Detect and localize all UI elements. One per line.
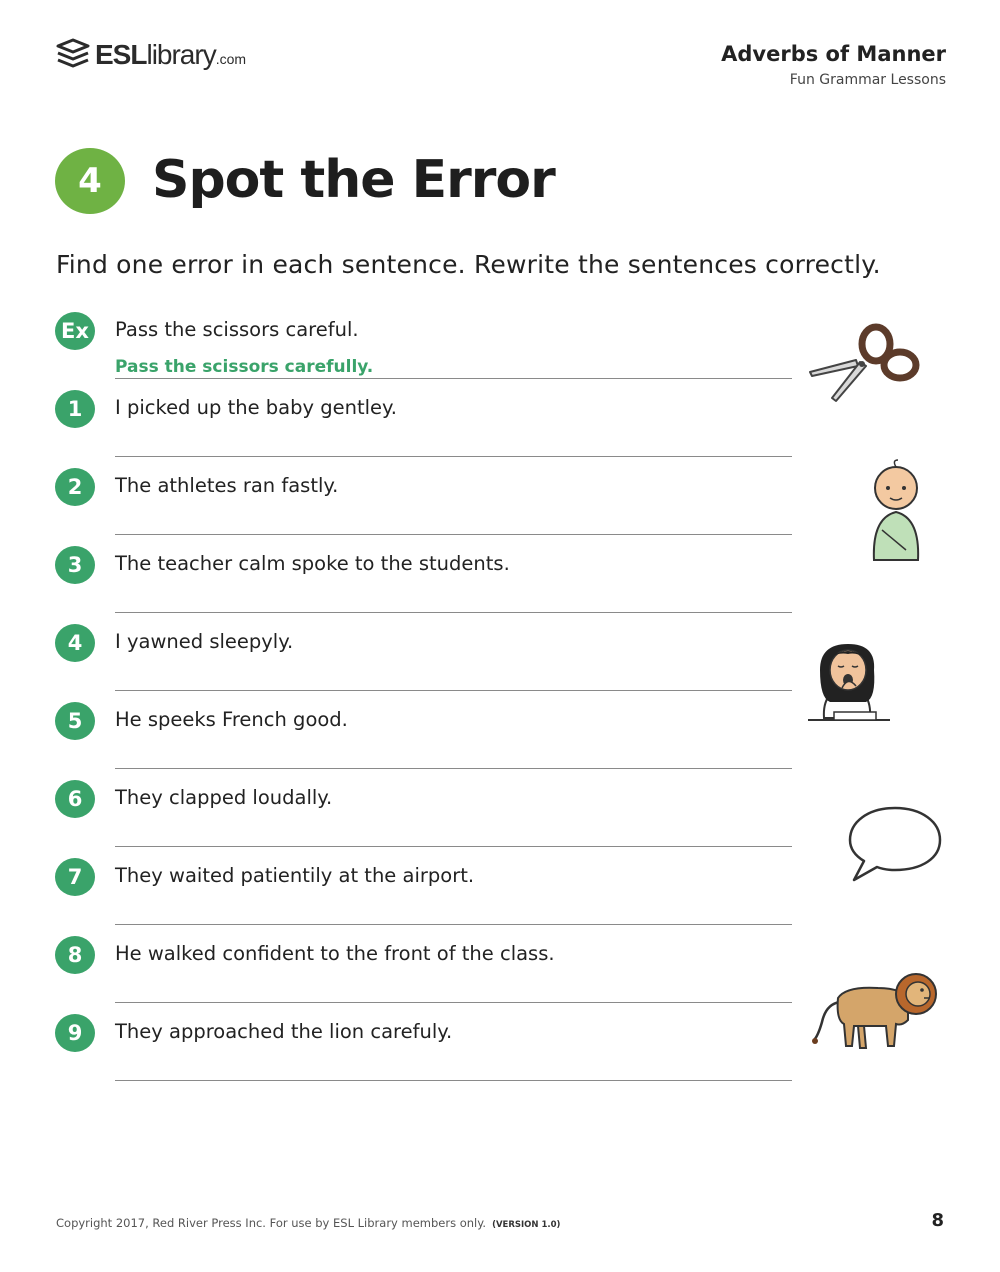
item-sentence: They approached the lion carefuly. bbox=[115, 1020, 453, 1043]
answer-line[interactable] bbox=[115, 924, 792, 925]
exercise-row bbox=[55, 624, 795, 702]
answer-line[interactable] bbox=[115, 534, 792, 535]
example-row bbox=[55, 312, 795, 390]
item-sentence: They clapped loudally. bbox=[115, 786, 333, 809]
item-number-badge: 5 bbox=[55, 702, 95, 740]
answer-line[interactable] bbox=[115, 768, 792, 769]
exercise-row bbox=[55, 702, 795, 780]
section-title: Spot the Error bbox=[152, 150, 555, 210]
exercise-row bbox=[55, 546, 795, 624]
answer-line[interactable] bbox=[115, 378, 792, 379]
answer-line[interactable] bbox=[115, 1080, 792, 1081]
answer-line[interactable] bbox=[115, 1002, 792, 1003]
page-number: 8 bbox=[931, 1210, 944, 1231]
item-number-badge: 8 bbox=[55, 936, 95, 974]
item-number-badge: 9 bbox=[55, 1014, 95, 1052]
speech-bubble-icon bbox=[846, 804, 944, 884]
item-sentence: I yawned sleepyly. bbox=[115, 630, 294, 653]
item-number-badge: 2 bbox=[55, 468, 95, 506]
section-number-badge: 4 bbox=[55, 148, 125, 214]
item-number-badge: 1 bbox=[55, 390, 95, 428]
instructions: Find one error in each sentence. Rewrite the sentences correctly. bbox=[56, 250, 881, 279]
baby-icon bbox=[868, 458, 924, 564]
item-number-badge: 4 bbox=[55, 624, 95, 662]
book-stack-icon bbox=[55, 38, 91, 72]
footer-copyright: Copyright 2017, Red River Press Inc. For use by ESL Library members only. (VERSION 1.0) bbox=[56, 1216, 561, 1230]
item-number-badge: 3 bbox=[55, 546, 95, 584]
answer-line[interactable] bbox=[115, 612, 792, 613]
exercise-row bbox=[55, 468, 795, 546]
item-sentence: He walked confident to the front of the class. bbox=[115, 942, 555, 965]
example-badge: Ex bbox=[55, 312, 95, 350]
scissors-icon bbox=[808, 322, 920, 404]
answer-line[interactable] bbox=[115, 846, 792, 847]
exercise-row bbox=[55, 858, 795, 936]
item-number-badge: 6 bbox=[55, 780, 95, 818]
brand-wordmark: ESLlibrary.com bbox=[95, 39, 247, 70]
exercise-row bbox=[55, 936, 795, 1014]
exercise-row bbox=[55, 780, 795, 858]
lesson-subtitle: Fun Grammar Lessons bbox=[789, 72, 946, 88]
exercise-row bbox=[55, 390, 795, 468]
item-sentence: The teacher calm spoke to the students. bbox=[115, 552, 510, 575]
yawning-girl-icon bbox=[806, 640, 892, 730]
answer-line[interactable] bbox=[115, 456, 792, 457]
item-number-badge: 7 bbox=[55, 858, 95, 896]
example-sentence: Pass the scissors careful. bbox=[115, 318, 359, 341]
item-sentence: The athletes ran fastly. bbox=[115, 474, 339, 497]
lesson-title: Adverbs of Manner bbox=[721, 42, 946, 66]
example-answer: Pass the scissors carefully. bbox=[115, 357, 374, 377]
item-sentence: They waited patientily at the airport. bbox=[115, 864, 475, 887]
lesson-header bbox=[721, 42, 946, 88]
lion-icon bbox=[812, 968, 938, 1052]
exercise-row bbox=[55, 1014, 795, 1092]
item-sentence: He speeks French good. bbox=[115, 708, 348, 731]
version-label: (VERSION 1.0) bbox=[492, 1220, 561, 1230]
answer-line[interactable] bbox=[115, 690, 792, 691]
brand-logo bbox=[55, 38, 246, 72]
item-sentence: I picked up the baby gentley. bbox=[115, 396, 397, 419]
